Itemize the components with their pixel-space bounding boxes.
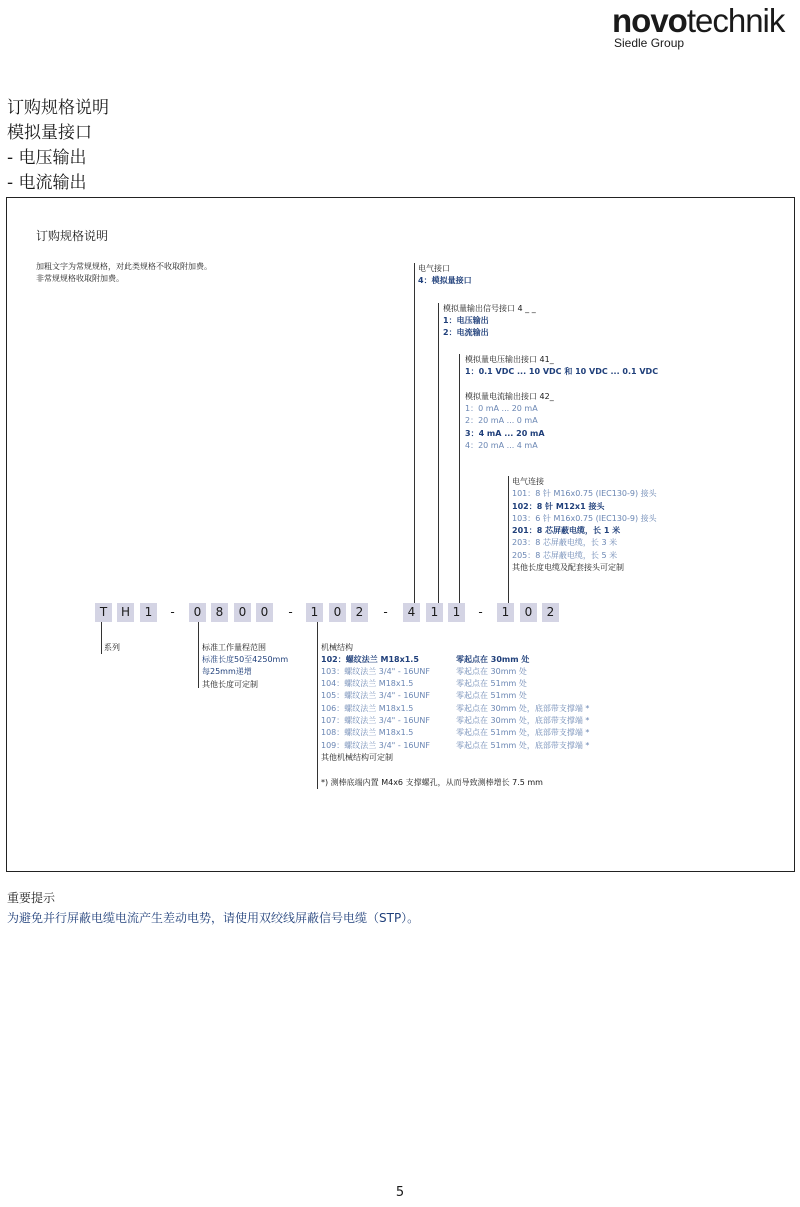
mech-row-code: 107：螺纹法兰 3/4" - 16UNF (321, 716, 430, 725)
mech-row-desc: 零起点在 51mm 处 (456, 679, 527, 688)
code-char: 1 (306, 603, 323, 622)
connection-item-5: 203：8 芯屏蔽电缆，长 3 米 (512, 538, 618, 547)
code-char: 2 (351, 603, 368, 622)
mech-row-desc: 零起点在 51mm 处，底部带支撑端 * (456, 741, 590, 750)
mech-row-code: 109：螺纹法兰 3/4" - 16UNF (321, 741, 430, 750)
mech-row-desc: 零起点在 30mm 处，底部带支撑端 * (456, 716, 590, 725)
page-heading-1: 订购规格说明 (7, 98, 109, 118)
connection-item-4: 201：8 芯屏蔽电缆，长 1 米 (512, 526, 621, 535)
current-title: 模拟量电流输出接口 42_ (465, 392, 554, 401)
connection-item-7: 其他长度电缆及配套接头可定制 (512, 563, 624, 572)
voltage-title: 模拟量电压输出接口 41_ (465, 355, 554, 364)
current-item-2: 2：20 mA ... 0 mA (465, 416, 538, 425)
intro-line-2: 非常规规格收取附加费。 (36, 274, 124, 283)
code-char: T (95, 603, 112, 622)
code-char: 2 (542, 603, 559, 622)
mech-row-code: 106：螺纹法兰 M18x1.5 (321, 704, 414, 713)
code-char: 0 (520, 603, 537, 622)
note-title: 重要提示 (7, 891, 56, 905)
mech-footnote: *) 测棒底端内置 M4x6 支撑螺孔，从而导致测棒增长 7.5 mm (321, 778, 543, 787)
mech-row-code: 105：螺纹法兰 3/4" - 16UNF (321, 691, 430, 700)
code-dash: - (383, 605, 388, 619)
connector-line-series (101, 622, 102, 654)
mech-row-code: 103：螺纹法兰 3/4" - 16UNF (321, 667, 430, 676)
code-dash: - (288, 605, 293, 619)
connection-item-3: 103：6 针 M16x0.75 (IEC130-9) 接头 (512, 514, 657, 523)
intro-line-1: 加粗文字为常规规格，对此类规格不收取附加费。 (36, 262, 212, 271)
elec-interface-title: 电气接口 (418, 264, 450, 273)
code-char: 4 (403, 603, 420, 622)
connector-line-range (198, 622, 199, 688)
code-char: 8 (211, 603, 228, 622)
brand-logo: novotechnik (612, 2, 785, 39)
connection-item-2: 102：8 针 M12x1 接头 (512, 502, 605, 511)
range-item-1: 标准长度50至4250mm (202, 655, 289, 664)
code-char: 0 (256, 603, 273, 622)
mech-row-desc: 零起点在 30mm 处 (456, 655, 530, 664)
code-dash: - (170, 605, 175, 619)
current-item-4: 4：20 mA ... 4 mA (465, 441, 538, 450)
current-item-1: 1：0 mA ... 20 mA (465, 404, 538, 413)
code-char: 1 (448, 603, 465, 622)
code-dash: - (478, 605, 483, 619)
code-char: H (117, 603, 134, 622)
connection-title: 电气连接 (512, 477, 544, 486)
box-title: 订购规格说明 (36, 229, 109, 243)
brand-subtitle: Siedle Group (614, 36, 685, 50)
code-char: 1 (140, 603, 157, 622)
elec-interface-item: 4：模拟量接口 (418, 276, 472, 285)
mech-title: 机械结构 (321, 643, 353, 652)
mech-row-desc: 零起点在 51mm 处 (456, 691, 527, 700)
mech-row-code: 108：螺纹法兰 M18x1.5 (321, 728, 414, 737)
mech-row-code: 104：螺纹法兰 M18x1.5 (321, 679, 414, 688)
analog-signal-item-1: 1：电压输出 (443, 316, 489, 325)
page-heading-3: - 电压输出 (7, 148, 87, 168)
connector-line-elec (414, 263, 415, 603)
connection-item-1: 101：8 针 M16x0.75 (IEC130-9) 接头 (512, 489, 657, 498)
code-char: 0 (189, 603, 206, 622)
connector-line-connection (508, 476, 509, 603)
mech-row-desc: 零起点在 51mm 处，底部带支撑端 * (456, 728, 590, 737)
range-item-3: 其他长度可定制 (202, 680, 258, 689)
mech-row-desc: 零起点在 30mm 处，底部带支撑端 * (456, 704, 590, 713)
connector-line-output (459, 354, 460, 603)
note-text: 为避免并行屏蔽电缆电流产生差动电势，请使用双绞线屏蔽信号电缆（STP）。 (7, 911, 420, 925)
mech-other: 其他机械结构可定制 (321, 753, 393, 762)
page-heading-2: 模拟量接口 (7, 123, 92, 143)
connector-line-signal (438, 303, 439, 603)
connector-line-mech (317, 622, 318, 789)
code-char: 0 (329, 603, 346, 622)
mech-row-code: 102：螺纹法兰 M18x1.5 (321, 655, 419, 664)
range-title: 标准工作量程范围 (202, 643, 266, 652)
code-char: 0 (234, 603, 251, 622)
ordering-spec-frame (6, 197, 795, 872)
page-heading-4: - 电流输出 (7, 173, 87, 193)
page-number: 5 (395, 1185, 405, 1200)
mech-row-desc: 零起点在 30mm 处 (456, 667, 527, 676)
code-char: 1 (497, 603, 514, 622)
current-item-3: 3：4 mA ... 20 mA (465, 429, 545, 438)
range-item-2: 每25mm递增 (202, 667, 252, 676)
series-label: 系列 (104, 643, 120, 652)
analog-signal-item-2: 2：电流输出 (443, 328, 489, 337)
connection-item-6: 205：8 芯屏蔽电缆，长 5 米 (512, 551, 618, 560)
code-char: 1 (426, 603, 443, 622)
voltage-item: 1：0.1 VDC ... 10 VDC 和 10 VDC ... 0.1 VDC (465, 367, 659, 376)
analog-signal-title: 模拟量输出信号接口 4 _ _ (443, 304, 536, 313)
